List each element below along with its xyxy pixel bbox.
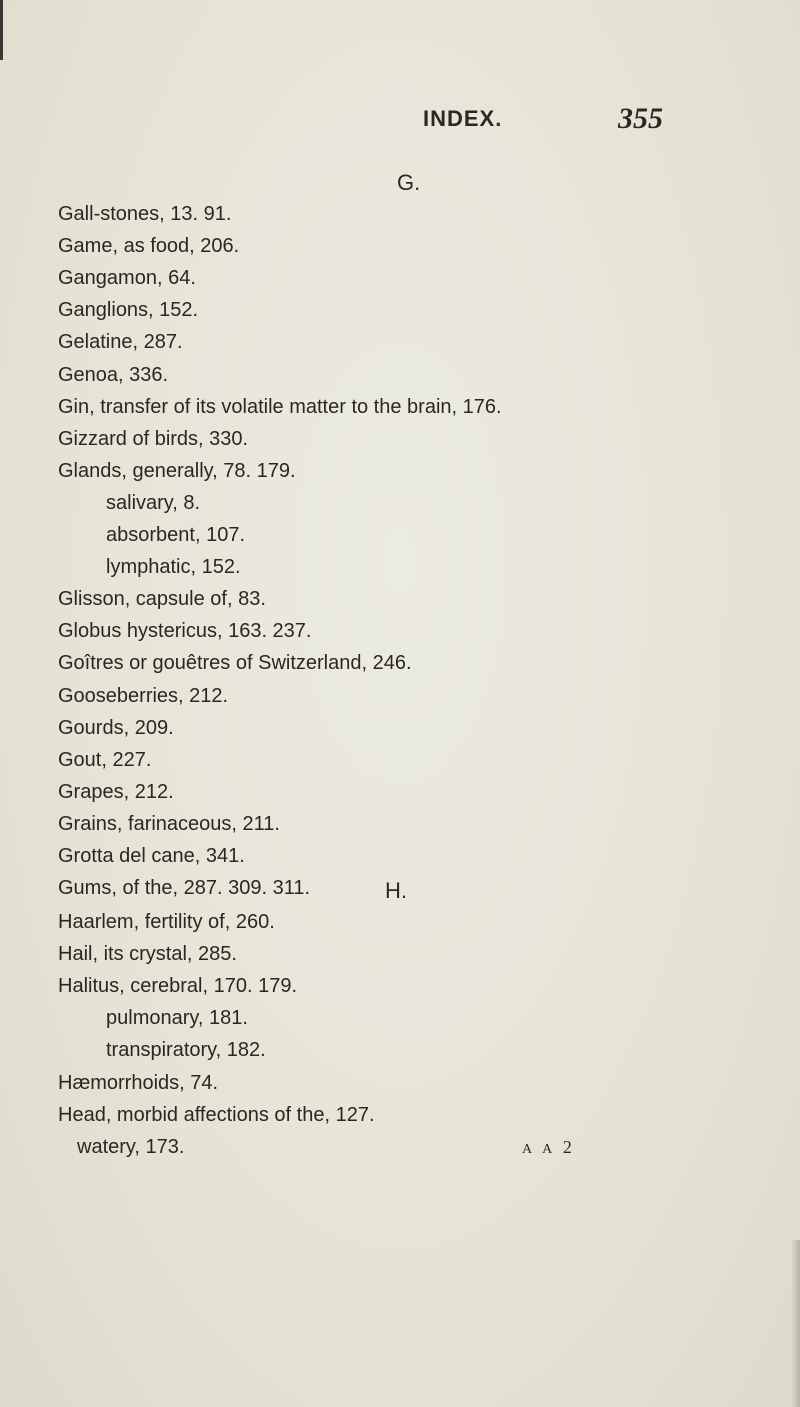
index-subentry: salivary, 8. <box>106 492 201 514</box>
index-entry: Glands, generally, 78. 179. <box>58 460 296 482</box>
index-entry: Gall-stones, 13. 91. <box>58 203 232 225</box>
index-entry: Grains, farinaceous, 211. <box>58 813 280 835</box>
index-entry: Glisson, capsule of, 83. <box>58 588 266 610</box>
page-edge-shadow-right <box>792 1240 800 1407</box>
index-entry: Haarlem, fertility of, 260. <box>58 911 275 933</box>
index-entry: Genoa, 336. <box>58 364 169 386</box>
printer-signature <box>522 1137 572 1158</box>
index-entry: Hæmorrhoids, 74. <box>58 1072 219 1094</box>
signature-letters: A A <box>522 1142 556 1157</box>
index-entry: Halitus, cerebral, 170. 179. <box>58 975 298 997</box>
index-subentry: pulmonary, 181. <box>106 1007 248 1029</box>
page-edge-shadow <box>0 0 3 60</box>
index-entry: Goîtres or gouêtres of Switzerland, 246. <box>58 652 412 674</box>
index-subentry: absorbent, 107. <box>106 524 245 546</box>
index-entry: Grapes, 212. <box>58 781 174 803</box>
index-entry: Hail, its crystal, 285. <box>58 943 237 965</box>
signature-number: 2 <box>562 1137 572 1157</box>
index-entry: Gizzard of birds, 330. <box>58 428 249 450</box>
index-subentry: transpiratory, 182. <box>106 1039 266 1061</box>
index-entry: Gums, of the, 287. 309. 311. <box>58 877 311 899</box>
index-entry: Gooseberries, 212. <box>58 685 229 707</box>
index-entry: Game, as food, 206. <box>58 235 240 257</box>
index-entry: Gout, 227. <box>58 749 152 771</box>
index-entry: Globus hystericus, 163. 237. <box>58 620 312 642</box>
index-subentry: lymphatic, 152. <box>106 556 241 578</box>
page-title: INDEX. <box>423 106 503 131</box>
index-entry: Grotta del cane, 341. <box>58 845 245 867</box>
section-letter: G. <box>397 170 421 195</box>
index-entry: Ganglions, 152. <box>58 299 199 321</box>
running-header <box>0 102 800 146</box>
page-number: 355 <box>618 102 663 135</box>
section-letter: H. <box>385 878 407 903</box>
index-subentry: watery, 173. <box>77 1136 185 1158</box>
index-entry: Gelatine, 287. <box>58 331 183 353</box>
index-entry: Head, morbid affections of the, 127. <box>58 1104 375 1126</box>
index-entry: Gangamon, 64. <box>58 267 196 289</box>
index-entry: Gin, transfer of its volatile matter to the brain, 176. <box>58 396 502 418</box>
index-entry: Gourds, 209. <box>58 717 174 739</box>
